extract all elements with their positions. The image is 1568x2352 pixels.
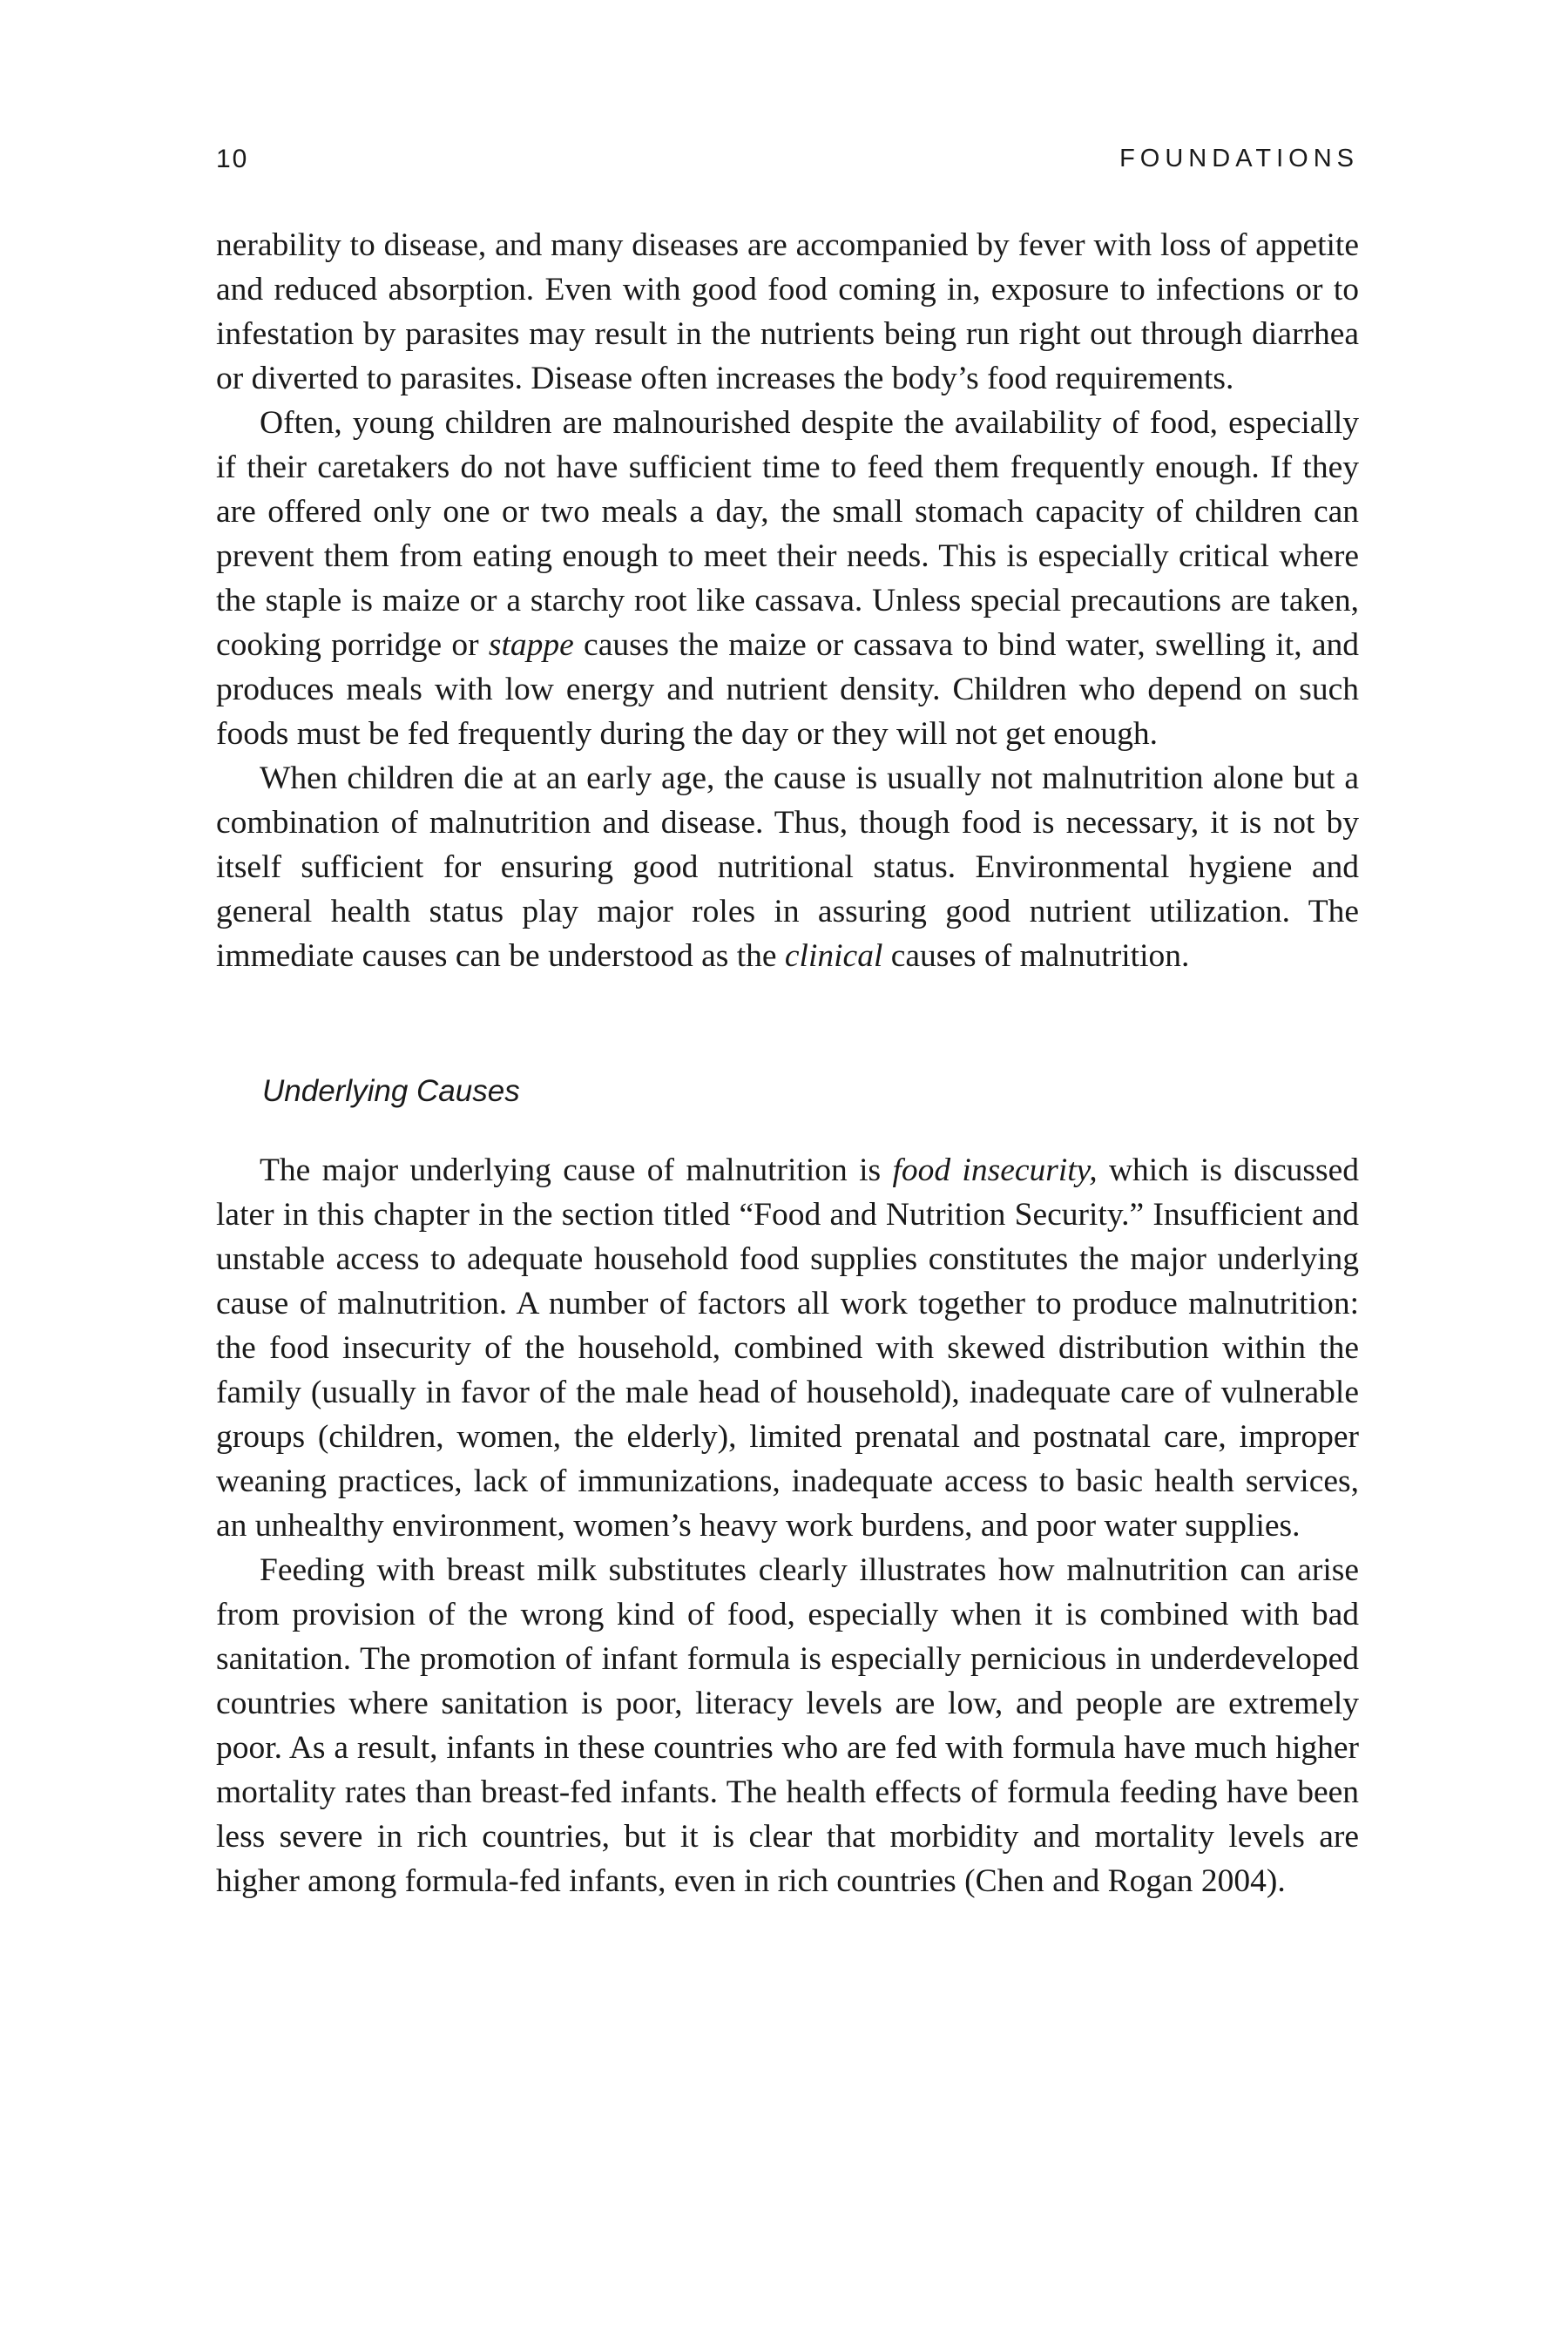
paragraph-3-text-b: causes of malnutrition. xyxy=(882,938,1190,974)
paragraph-4 xyxy=(216,1148,1359,1548)
running-header xyxy=(216,145,1359,188)
paragraph-2-emphasis: stappe xyxy=(488,627,574,663)
paragraph-2 xyxy=(216,401,1359,756)
paragraph-3 xyxy=(216,756,1359,978)
paragraph-2-text-a: Often, young children are malnourished despite the availability of food, especially if their caretakers do not have sufficient time to feed them frequently enough. If they are offered only one or two meals a day, the small stomach capacity of children can prevent them from eating enough to meet their needs. This is especially critical where the staple is maize or a starchy root like cassava. Unless special precautions are taken, cooking porridge or xyxy=(216,405,1359,663)
paragraph-2-text-b: causes the maize or cassava to bind water, swelling it, and produces meals with low energy and nutrient density. Children who depend on such foods must be fed frequently during the day or they will not get enough. xyxy=(216,627,1360,752)
paragraph-4-text-b: which is discussed later in this chapter in the section titled “Food and Nutrition Security.” Insufficient and unstable access to adequate household food supplies constitutes the major underlying cause of malnutrition. A number of factors all work together to produce malnutrition: the food insecurity of the household, combined with skewed distribution within the family (usually in favor of the male head of household), inadequate care of vulnerable groups (children, women, the elderly), limited prenatal and postnatal care, improper weaning practices, lack of immunizations, inadequate access to basic health services, an unhealthy environment, women’s heavy work burdens, and poor water supplies. xyxy=(216,1152,1359,1544)
paragraph-3-emphasis: clinical xyxy=(784,938,883,974)
paragraph-4-text-a: The major underlying cause of malnutrition is xyxy=(260,1152,893,1188)
paragraph-1: nerability to disease, and many diseases are accompanied by fever with loss of appetite and reduced absorption. Even with good food coming in, exposure to infections or to infestation by parasites may result in the nutrients being run right out through diarrhea or diverted to parasites. Disease often increases the body’s food requirements. xyxy=(216,227,1359,396)
body-text xyxy=(216,223,1359,1903)
paragraph-3-text-a: When children die at an early age, the cause is usually not malnutrition alone but a combination of malnutrition and disease. Thus, though food is necessary, it is not by itself sufficient for ensuring good nutritional status. Environmental hygiene and general health status play major roles in assuring good nutrient utilization. The immediate causes can be understood as the xyxy=(216,760,1359,974)
section-heading: Underlying Causes xyxy=(262,1074,520,1108)
chapter-title: FOUNDATIONS xyxy=(1119,145,1359,172)
paragraph-5: Feeding with breast milk substitutes clearly illustrates how malnutrition can arise from provision of the wrong kind of food, especially when it is combined with bad sanitation. The promotion of infant formula is especially pernicious in underdeveloped countries where sanitation is poor, literacy levels are low, and people are extremely poor. As a result, infants in these countries who are fed with formula have much higher mortality rates than breast-fed infants. The health effects of formula feeding have been less severe in rich countries, but it is clear that morbidity and mortality levels are higher among formula-fed infants, even in rich countries (Chen and Rogan 2004). xyxy=(216,1552,1359,1899)
paragraph-4-emphasis: food insecurity, xyxy=(892,1152,1098,1188)
page-number: 10 xyxy=(216,145,249,173)
